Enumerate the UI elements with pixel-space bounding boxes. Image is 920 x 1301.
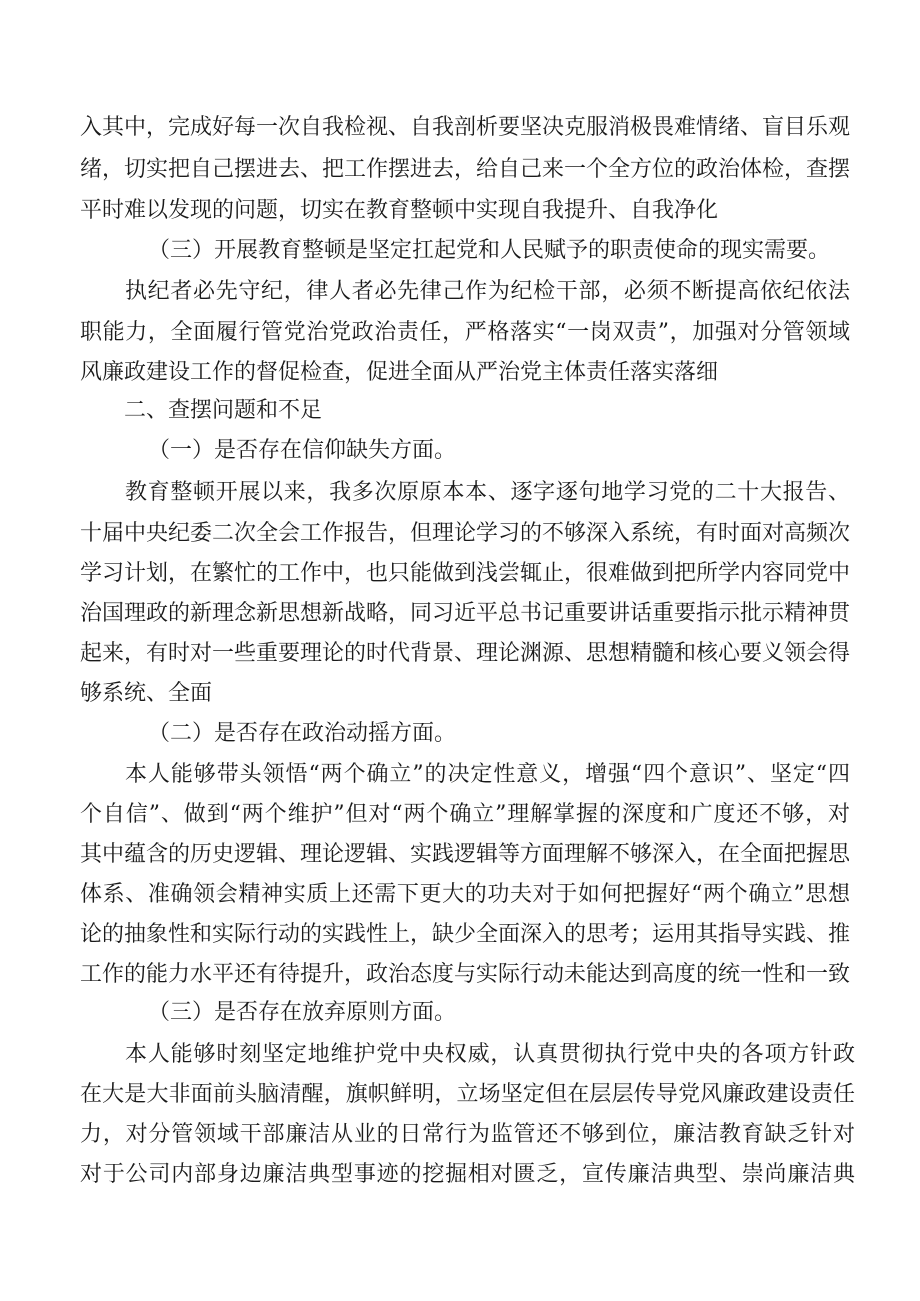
paragraph-line: 本人能够时刻坚定地维护党中央权威，认真贯彻执行党中央的各项方针政: [125, 1042, 855, 1067]
paragraph-line: 本人能够带头领悟“两个确立”的决定性意义，增强“四个意识”、坚定“四: [125, 762, 850, 787]
paragraph-line: 十届中央纪委二次全会工作报告，但理论学习的不够深入系统，有时面对高频次: [80, 521, 850, 546]
paragraph-line: 工作的能力水平还有待提升，政治态度与实际行动未能达到高度的统一性和一致: [80, 962, 850, 987]
paragraph-line: 职能力，全面履行管党治党政治责任，严格落实“一岗双责”，加强对分管领域: [80, 320, 850, 345]
paragraph-line: 平时难以发现的问题，切实在教育整顿中实现自我提升、自我净化: [80, 198, 719, 223]
section-subheading: （三）开展教育整顿是坚定扛起党和人民赋予的职责使命的现实需要。: [148, 238, 831, 263]
paragraph-line: 力，对分管领域干部廉洁从业的日常行为监管还不够到位，廉洁教育缺乏针对: [80, 1122, 855, 1147]
paragraph-line: 论的抽象性和实际行动的实践性上，缺少全面深入的思考；运用其指导实践、推: [80, 922, 850, 947]
paragraph-line: 绪，切实把自己摆进去、把工作摆进去，给自己来一个全方位的政治体检，查摆: [80, 157, 850, 182]
section-subheading: （三）是否存在放弃原则方面。: [148, 1000, 457, 1025]
paragraph-line: 入其中，完成好每一次自我检视、自我剖析要坚决克服消极畏难情绪、盲目乐观: [80, 115, 850, 140]
paragraph-line: 够系统、全面: [80, 681, 213, 706]
paragraph-line: 教育整顿开展以来，我多次原原本本、逐字逐句地学习党的二十大报告、: [125, 480, 850, 505]
paragraph-line: 在大是大非面前头脑清醒，旗帜鲜明，立场坚定但在层层传导党风廉政建设责任: [80, 1082, 855, 1107]
section-subheading: （二）是否存在政治动摇方面。: [148, 721, 457, 746]
paragraph-line: 对于公司内部身边廉洁典型事迹的挖掘相对匮乏，宣传廉洁典型、崇尚廉洁典: [80, 1162, 855, 1187]
paragraph-line: 风廉政建设工作的督促检查，促进全面从严治党主体责任落实落细: [80, 360, 719, 385]
section-heading: 二、查摆问题和不足: [124, 398, 323, 423]
paragraph-line: 起来，有时对一些重要理论的时代背景、理论渊源、思想精髓和核心要义领会得: [80, 641, 850, 666]
paragraph-line: 体系、准确领会精神实质上还需下更大的功夫对于如何把握好“两个确立”思想: [80, 882, 850, 907]
paragraph-line: 其中蕴含的历史逻辑、理论逻辑、实践逻辑等方面理解不够深入，在全面把握思: [80, 842, 850, 867]
section-subheading: （一）是否存在信仰缺失方面。: [148, 438, 457, 463]
paragraph-line: 学习计划，在繁忙的工作中，也只能做到浅尝辄止，很难做到把所学内容同党中: [80, 561, 850, 586]
paragraph-line: 治国理政的新理念新思想新战略，同习近平总书记重要讲话重要指示批示精神贯: [80, 601, 850, 626]
paragraph-line: 执纪者必先守纪，律人者必先律己作为纪检干部，必须不断提高依纪依法: [125, 279, 850, 304]
paragraph-line: 个自信”、做到“两个维护”但对“两个确立”理解掌握的深度和广度还不够，对: [80, 802, 850, 827]
